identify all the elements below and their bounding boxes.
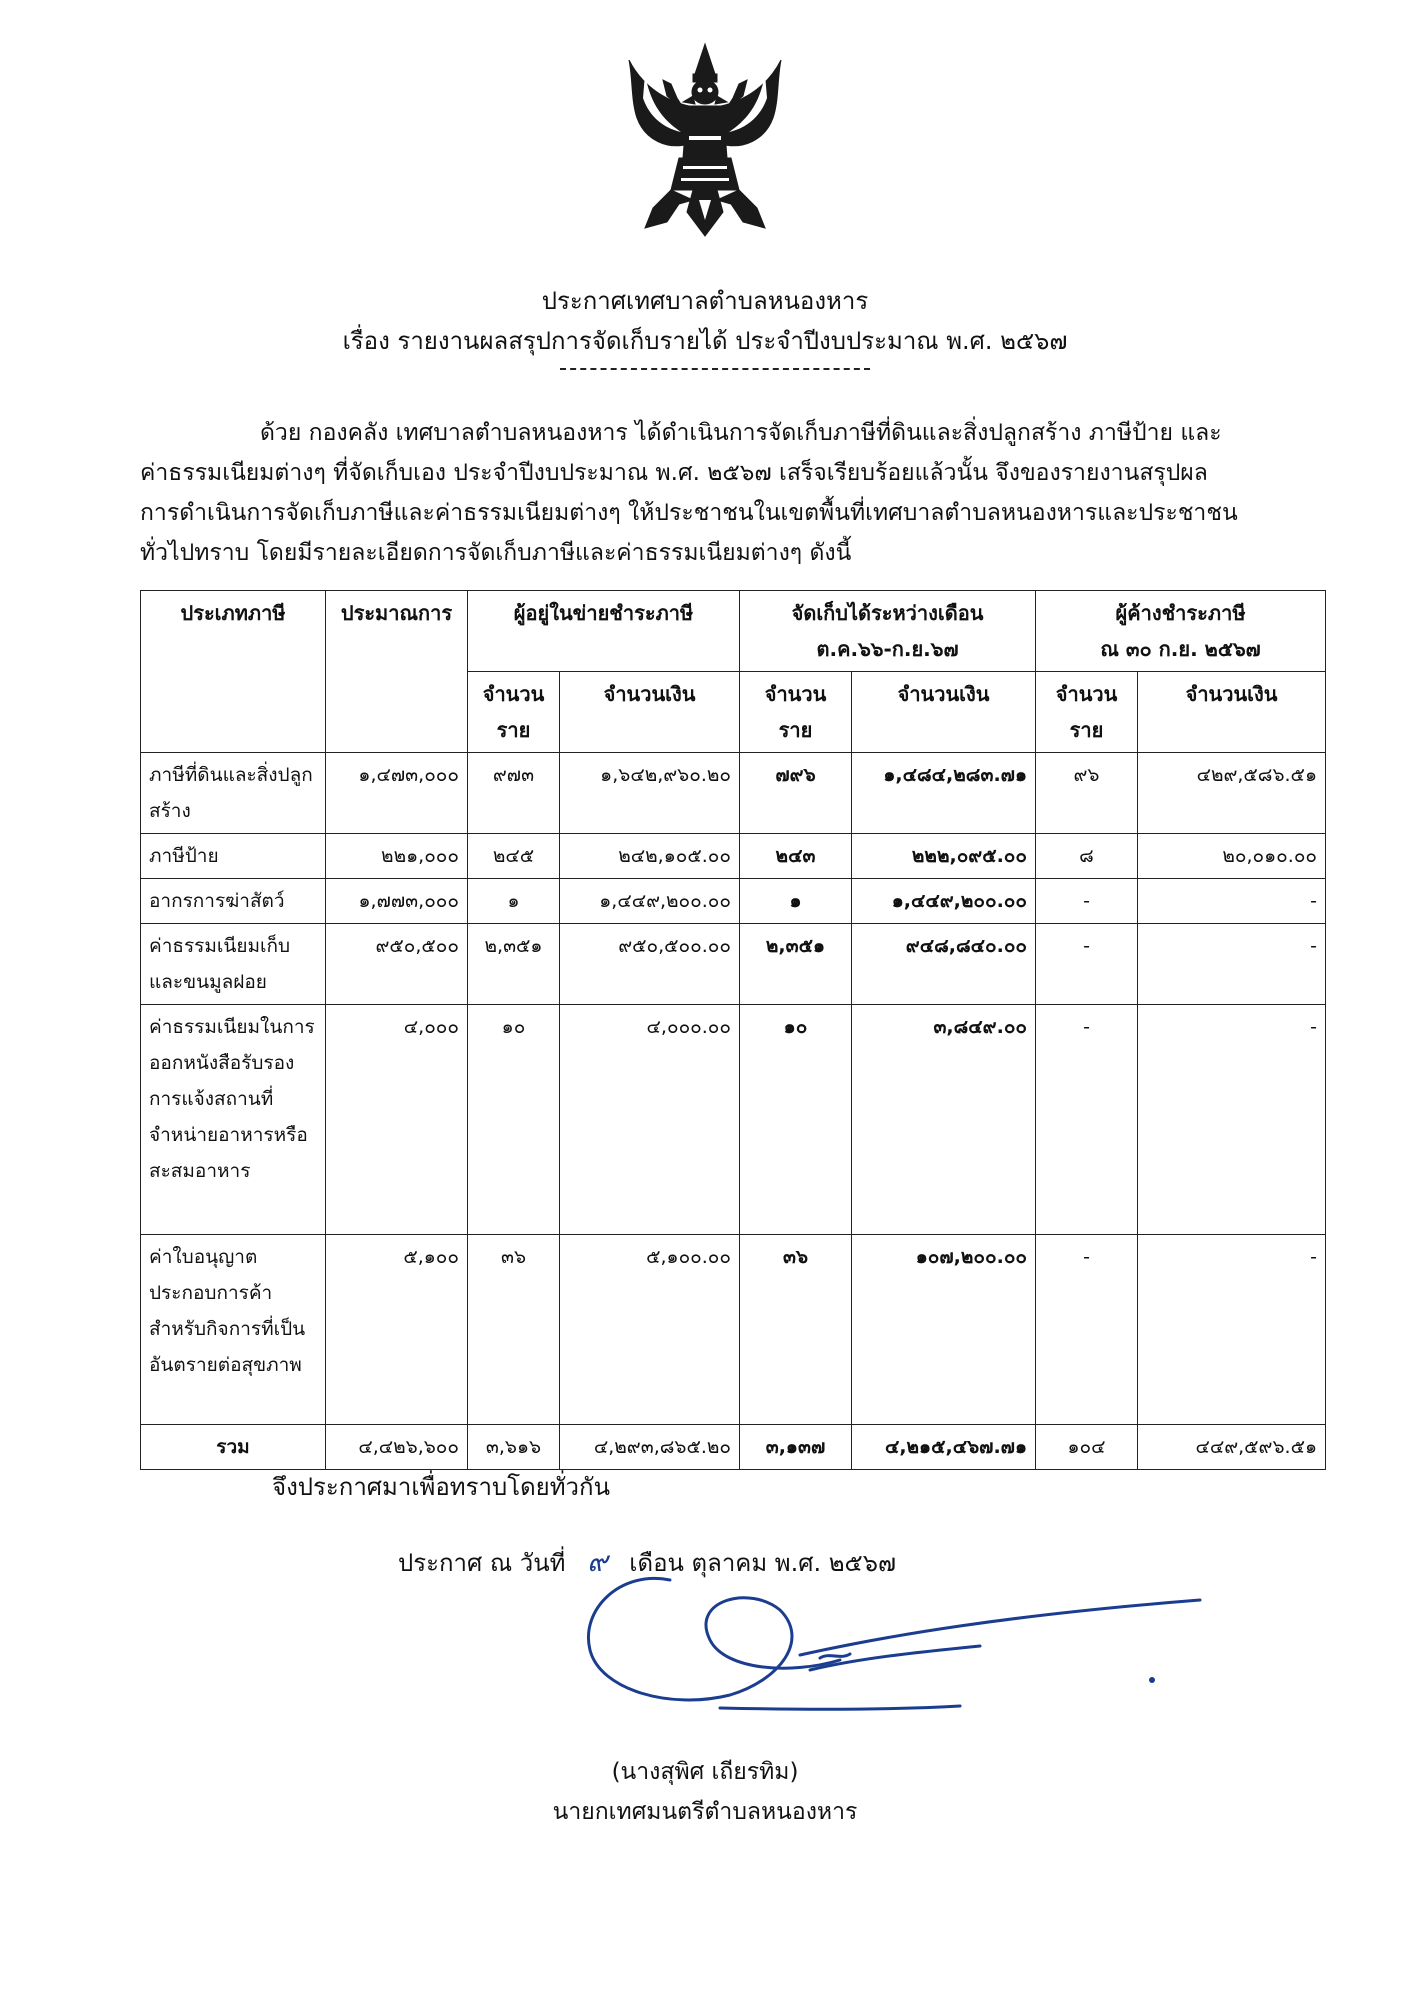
body-line: การดำเนินการจัดเก็บภาษีและค่าธรรมเนียมต่างๆ ให้ประชาชนในเขตพื้นที่เทศบาลตำบลหนองหารและประชาชน <box>140 500 1238 526</box>
cell-outstanding-amount: - <box>1138 924 1326 1005</box>
cell-payers-amount: ๒๔๒,๑๐๕.๐๐ <box>560 834 740 879</box>
cell-collected-count: ๒,๓๕๑ <box>740 924 852 1005</box>
announcement-title: ประกาศเทศบาลตำบลหนองหาร <box>541 287 869 315</box>
cell-total-payers-amount: ๔,๒๙๓,๘๖๕.๒๐ <box>560 1425 740 1470</box>
cell-total-payers-count: ๓,๖๑๖ <box>468 1425 560 1470</box>
body-paragraph <box>140 413 1275 573</box>
cell-outstanding-count: - <box>1036 1005 1138 1235</box>
cell-collected-count: ๑๐ <box>740 1005 852 1235</box>
cell-payers-amount: ๔,๐๐๐.๐๐ <box>560 1005 740 1235</box>
header-outstanding-label: ผู้ค้างชำระภาษี <box>1115 601 1246 625</box>
header-payers-amount: จำนวนเงิน <box>560 672 740 753</box>
cell-outstanding-amount: ๒๐,๐๑๐.๐๐ <box>1138 834 1326 879</box>
cell-outstanding-count: ๘ <box>1036 834 1138 879</box>
cell-payers-amount: ๑,๖๔๒,๙๖๐.๒๐ <box>560 753 740 834</box>
announcement-subject: เรื่อง รายงานผลสรุปการจัดเก็บรายได้ ประจำปีงบประมาณ พ.ศ. ๒๕๖๗ <box>342 327 1068 355</box>
cell-payers-count: ๓๖ <box>468 1235 560 1425</box>
cell-type: ภาษีที่ดินและสิ่งปลูกสร้าง <box>141 753 326 834</box>
revenue-table <box>140 590 1326 1470</box>
table-row <box>141 1005 1326 1235</box>
header-outstanding-count: จำนวนราย <box>1036 672 1138 753</box>
date-prefix: ประกาศ ณ วันที่ <box>398 1549 566 1577</box>
cell-outstanding-count: - <box>1036 924 1138 1005</box>
table-header-row <box>141 591 1326 672</box>
table-row <box>141 924 1326 1005</box>
cell-outstanding-amount: - <box>1138 1005 1326 1235</box>
header-collected-amount: จำนวนเงิน <box>852 672 1036 753</box>
garuda-emblem-icon <box>623 40 787 240</box>
signer-position: นายกเทศมนตรีตำบลหนองหาร <box>552 1799 858 1825</box>
cell-outstanding-count: - <box>1036 1235 1138 1425</box>
header-collected-count: จำนวนราย <box>740 672 852 753</box>
cell-collected-count: ๒๔๓ <box>740 834 852 879</box>
body-line: ด้วย กองคลัง เทศบาลตำบลหนองหาร ได้ดำเนินการจัดเก็บภาษีที่ดินและสิ่งปลูกสร้าง ภาษีป้าย และ <box>260 420 1222 446</box>
cell-total-label: รวม <box>141 1425 326 1470</box>
signature-icon <box>560 1560 1210 1730</box>
header-outstanding <box>1036 591 1326 672</box>
cell-payers-amount: ๙๕๐,๕๐๐.๐๐ <box>560 924 740 1005</box>
cell-outstanding-amount: - <box>1138 1235 1326 1425</box>
cell-payers-count: ๒,๓๕๑ <box>468 924 560 1005</box>
cell-outstanding-amount: - <box>1138 879 1326 924</box>
cell-estimate: ๙๕๐,๕๐๐ <box>326 924 468 1005</box>
cell-total-outstanding-count: ๑๐๔ <box>1036 1425 1138 1470</box>
cell-collected-amount: ๑,๔๔๙,๒๐๐.๐๐ <box>852 879 1036 924</box>
date-day: ๙ <box>587 1545 608 1578</box>
cell-outstanding-count: - <box>1036 879 1138 924</box>
cell-payers-count: ๒๔๕ <box>468 834 560 879</box>
body-line: ค่าธรรมเนียมต่างๆ ที่จัดเก็บเอง ประจำปีงบประมาณ พ.ศ. ๒๕๖๗ เสร็จเรียบร้อยแล้วนั้น จึงของรายงานสรุปผล <box>140 460 1208 486</box>
cell-type: ค่าธรรมเนียมเก็บและขนมูลฝอย <box>141 924 326 1005</box>
table-total-row <box>141 1425 1326 1470</box>
header-outstanding-date: ณ ๓๐ ก.ย. ๒๕๖๗ <box>1100 637 1261 661</box>
cell-estimate: ๑,๔๗๓,๐๐๐ <box>326 753 468 834</box>
cell-outstanding-count: ๙๖ <box>1036 753 1138 834</box>
cell-type: ภาษีป้าย <box>141 834 326 879</box>
cell-collected-amount: ๑๐๗,๒๐๐.๐๐ <box>852 1235 1036 1425</box>
cell-collected-amount: ๙๔๘,๘๔๐.๐๐ <box>852 924 1036 1005</box>
header-estimate: ประมาณการ <box>326 591 468 753</box>
header-payers: ผู้อยู่ในข่ายชำระภาษี <box>468 591 740 672</box>
header-type: ประเภทภาษี <box>141 591 326 753</box>
header-collected <box>740 591 1036 672</box>
cell-total-collected-count: ๓,๑๓๗ <box>740 1425 852 1470</box>
cell-estimate: ๕,๑๐๐ <box>326 1235 468 1425</box>
cell-outstanding-amount: ๔๒๙,๕๘๖.๕๑ <box>1138 753 1326 834</box>
cell-payers-count: ๙๗๓ <box>468 753 560 834</box>
cell-estimate: ๒๒๑,๐๐๐ <box>326 834 468 879</box>
closing-statement: จึงประกาศมาเพื่อทราบโดยทั่วกัน <box>272 1473 610 1501</box>
cell-payers-count: ๑ <box>468 879 560 924</box>
cell-collected-count: ๗๙๖ <box>740 753 852 834</box>
header-outstanding-amount: จำนวนเงิน <box>1138 672 1326 753</box>
date-suffix: เดือน ตุลาคม พ.ศ. ๒๕๖๗ <box>629 1549 896 1577</box>
cell-type: ค่าธรรมเนียมในการออกหนังสือรับรองการแจ้งสถานที่จำหน่ายอาหารหรือสะสมอาหาร <box>141 1005 326 1235</box>
cell-collected-amount: ๓,๘๔๙.๐๐ <box>852 1005 1036 1235</box>
header-collected-period: ต.ค.๖๖-ก.ย.๖๗ <box>816 637 959 661</box>
cell-payers-amount: ๑,๔๔๙,๒๐๐.๐๐ <box>560 879 740 924</box>
cell-type: ค่าใบอนุญาตประกอบการค้าสำหรับกิจการที่เป็นอันตรายต่อสุขภาพ <box>141 1235 326 1425</box>
table-row <box>141 1235 1326 1425</box>
table-row <box>141 834 1326 879</box>
cell-payers-count: ๑๐ <box>468 1005 560 1235</box>
header-collected-label: จัดเก็บได้ระหว่างเดือน <box>791 601 984 625</box>
cell-payers-amount: ๕,๑๐๐.๐๐ <box>560 1235 740 1425</box>
cell-collected-count: ๑ <box>740 879 852 924</box>
cell-collected-count: ๓๖ <box>740 1235 852 1425</box>
cell-total-outstanding-amount: ๔๔๙,๕๙๖.๕๑ <box>1138 1425 1326 1470</box>
cell-collected-amount: ๒๒๒,๐๙๕.๐๐ <box>852 834 1036 879</box>
header-payers-count: จำนวนราย <box>468 672 560 753</box>
title-separator <box>560 368 870 370</box>
cell-estimate: ๔,๐๐๐ <box>326 1005 468 1235</box>
cell-type: อากรการฆ่าสัตว์ <box>141 879 326 924</box>
table-row <box>141 753 1326 834</box>
cell-collected-amount: ๑,๔๘๔,๒๘๓.๗๑ <box>852 753 1036 834</box>
cell-estimate: ๑,๗๗๓,๐๐๐ <box>326 879 468 924</box>
signer-name: (นางสุพิศ เถียรทิม) <box>611 1759 799 1785</box>
cell-total-estimate: ๔,๔๒๖,๖๐๐ <box>326 1425 468 1470</box>
cell-total-collected-amount: ๔,๒๑๕,๔๖๗.๗๑ <box>852 1425 1036 1470</box>
body-line: ทั่วไปทราบ โดยมีรายละเอียดการจัดเก็บภาษีและค่าธรรมเนียมต่างๆ ดังนี้ <box>140 540 852 566</box>
table-row <box>141 879 1326 924</box>
